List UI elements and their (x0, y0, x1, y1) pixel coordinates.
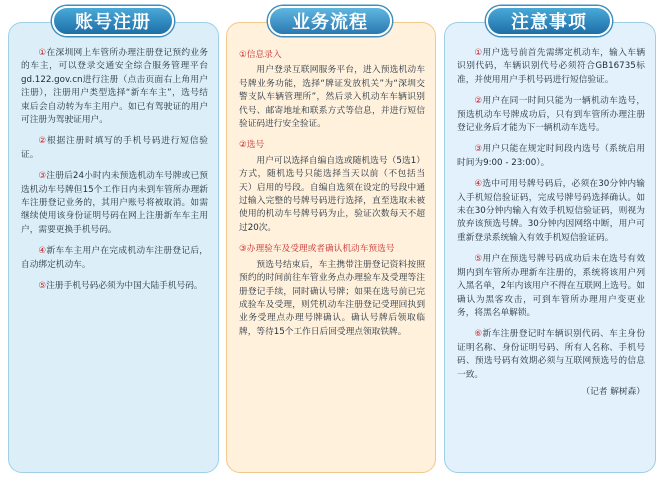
item-number: ① (474, 48, 483, 58)
section-heading: ③办理验车及受理或者确认机动车预选号 (239, 244, 395, 255)
list-item (457, 178, 645, 245)
column-title: 账号注册 (52, 6, 174, 36)
list-item (457, 253, 645, 320)
section-text: 预选号结束后，车主携带注册登记资料按照预约的时间前往车管业务点办理验车及受理等注册登记手续，同时确认号牌；如果在选号前已完成验车及受理，则凭机动车注册登记受理回执到业务受理点办理号牌确认。确认号牌后领取临牌，等待15个工作日后回受理点领取铁牌。 (239, 259, 425, 337)
list-item (21, 170, 208, 237)
list-item (457, 47, 645, 87)
item-text: 用户在预选号牌号码成功后未在选号有效期内到车管所办理新车注册的，系统将该用户列入黑名单，2年内该用户不得在互联网上选号。如确认为黑客攻击，可到车管所办理用户变更业务，将黑名单解锁。 (457, 254, 646, 318)
column-business-process (226, 0, 436, 479)
item-number: ② (474, 96, 483, 107)
column-account-registration (8, 0, 219, 479)
item-number: ⑥ (474, 329, 483, 340)
section-heading: ②选号 (239, 140, 265, 151)
list-item (21, 47, 208, 127)
list-item (457, 143, 645, 170)
item-number: ⑤ (38, 281, 47, 292)
section-text: 用户可以选择自编自选或随机选号（5选1）方式，随机选号只能选择当天以前（不包括当天）启用的号段。自编自选须在设定的号段中通过输入完整的号牌号码进行选择，直至选取未被使用的机动车号牌号码为止，验证次数每天不超过20次。 (239, 155, 425, 233)
item-number: ① (38, 48, 47, 58)
item-text: 用户在同一时间只能为一辆机动车选号，预选机动车号牌成功后，只有到车管所办理注册登记业务后才能为下一辆机动车选号。 (457, 96, 646, 134)
item-number: ③ (38, 171, 47, 182)
item-text: 新车注册登记时车辆识别代码、车主身份证明名称、身份证明号码、所有人名称、手机号码、预选号码有效期必须与互联网预选号的信息一致。 (457, 329, 646, 380)
list-item (21, 280, 208, 293)
list-item (457, 95, 645, 135)
item-text: 用户选号前首先需绑定机动车，输入车辆识别代码，车辆识别代号必须符合GB16735标准，并使用用户手机号码进行短信验证。 (457, 48, 646, 85)
item-text: 注册后24小时内未预选机动车号牌或已预选机动车号牌但15个工作日内未到车管所办理新车注册登记业务的，其用户账号将被取消。如需继续使用该身份证明号码在网上注册新车车主用户，需要更换手机号码。 (21, 171, 208, 235)
item-number: ④ (474, 179, 483, 190)
item-number: ④ (38, 246, 47, 257)
item-number: ③ (474, 144, 483, 155)
item-text: 新车车主用户在完成机动车注册登记后，自动绑定机动车。 (21, 246, 208, 270)
item-text: 选中可用号牌号码后，必须在30分钟内输入手机短信验证码，完成号牌号码选择确认。如未在30分钟内输入有效手机短信验证码，则视为放弃该预选号牌。30分钟内因网络中断，用户可重新登录系统输入有效手机短信验证码。 (457, 179, 645, 243)
business-process-panel (226, 22, 436, 473)
account-registration-panel (8, 22, 219, 473)
item-text: 注册手机号码必须为中国大陆手机号码。 (46, 281, 203, 292)
list-item (21, 135, 208, 162)
section-heading: ①信息录入 (239, 50, 282, 60)
item-text: 根据注册时填写的手机号码进行短信验证。 (21, 136, 208, 160)
item-number: ⑤ (474, 254, 483, 265)
item-text: 在深圳网上车管所办理注册登记预约业务的车主，可以登录交通安全综合服务管理平台gd.122.gov.cn进行注册（点击页面右上角用户注册），注册用户类型选择“新车车主”，选号结束后会自动转为车主用户。如已有驾驶证的用户可注册为驾驶证用户。 (21, 48, 208, 126)
item-number: ② (38, 136, 48, 147)
section-text: 用户登录互联网服务平台，进入预选机动车号牌业务功能，选择“牌证发放机关”为“深圳交警支队车辆管理所”，然后录入机动车车辆识别代号、邮寄地址和联系方式等信息，并进行短信验证码进行安全验证。 (239, 65, 425, 130)
column-title: 注意事项 (486, 6, 612, 36)
list-item (457, 328, 645, 382)
list-item (21, 245, 208, 272)
column-title: 业务流程 (268, 6, 392, 36)
notes-panel (444, 22, 656, 473)
column-notes (444, 0, 656, 479)
byline: （记者 解树森） (581, 386, 645, 397)
item-text: 用户只能在规定时间段内选号（系统启用时间为9:00 - 23:00）。 (457, 144, 646, 168)
